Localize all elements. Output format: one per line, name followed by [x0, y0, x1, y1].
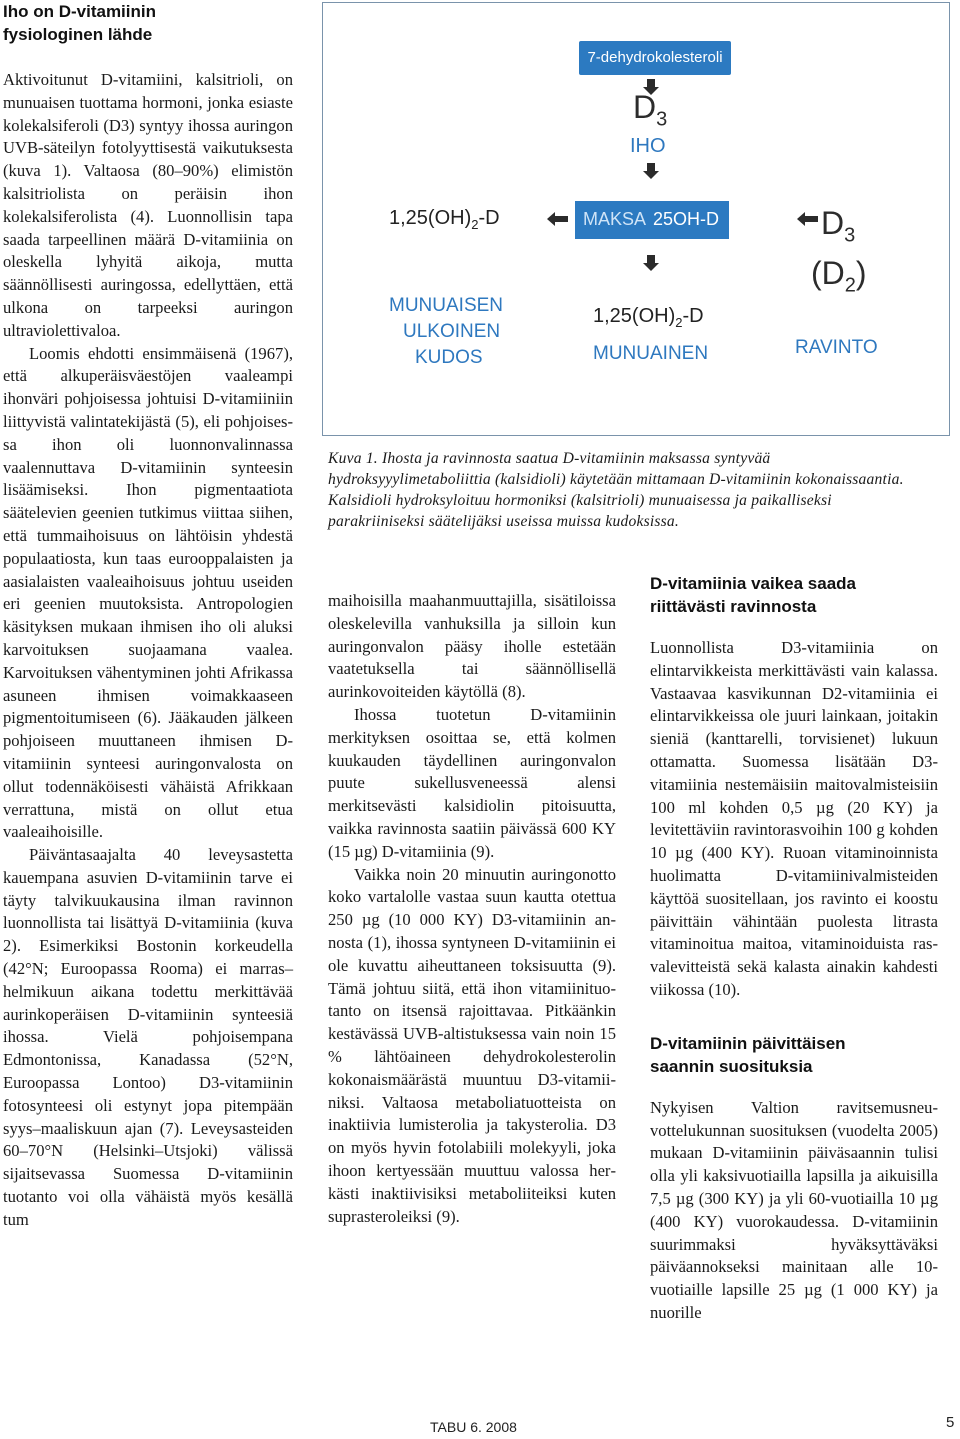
section-heading-ravinnosta: D-vitamiinia vaikea saada riittävästi ravinnosta — [650, 574, 857, 616]
d3-top-text: D — [633, 89, 657, 125]
maksa-box — [575, 201, 729, 239]
figure-panel — [343, 3, 923, 435]
d3-top-subscript: 3 — [656, 108, 668, 131]
d3-skin-label — [633, 89, 667, 131]
calcitriol-bottom-label: $1,25(OH)_2-D$ — [593, 305, 704, 330]
left-column — [3, 0, 293, 1232]
middle-column — [328, 590, 616, 1228]
paragraph: Aktivoitunut D-vitamiini, kalsitrioli, on munuaisen tuottama hormoni, jonka esiaste kolekalsiferoli (D3) syntyy ihossa auringon UVB-säteilyn fotolyyttisestä vaikutuksesta (kuva 1). Valtaosa (80–90%) elimistön kalsitriolista on peräisin ihon kolekalsiferolista (4). Luonnollisin tapa saada tarpeellinen määrä D-vitamiinia on oleskella lyhyitä aikoja, mutta säännöllisesti auringossa, edellyttäen, että ulkona on tarpeeksi auringon ultraviolettivaloa. — [3, 70, 293, 340]
paragraph: Nykyisen Valtion ravitsemusneuvottelukunnan suosituksen (vuodelta 2005) mukaan D-vitamiinin päiväsaannin tulisi olla yli kaksivuotiailla lapsilla ja aikuisilla 7,5 µg (300 KY) ja yli 60-vuotiailla 10 µg (400 KY) vuorokaudessa. D-vitamiinin suurimmaksi hyväksyttäväksi päiväannokseksi mainitaan alle 10-vuotiaille lapsille 25 µg (1 000 KY) ja nuorille — [650, 1097, 938, 1322]
calcitriol-left-label: $1,25(OH)_2-D$ — [389, 207, 500, 232]
figure-vitamin-d-metabolism — [322, 2, 950, 436]
d2-diet-label: $(D_2)$ — [811, 255, 867, 297]
arrow-left-icon — [797, 212, 818, 226]
dehydrokolesteroli-label: 7-dehydrokolesteroli — [587, 49, 723, 66]
munuaisen-label: MUNUAISEN — [389, 295, 504, 316]
paragraph: maihoisilla maahanmuuttajilla, sisätiloissa oleskelevilla vanhuksilla ja silloin kun auringonvalon pääsy iholle estetään vaatetuksella tai säännöllisellä aurinkovoiteiden käytöllä (8). — [328, 591, 616, 702]
right-column — [650, 572, 938, 1325]
d3-diet-label: $D_3$ — [821, 205, 856, 247]
paragraph: Ihossa tuotetun D-vitamiinin merkityksen osoittaa se, että kolmen kuukauden täydellinen auringonvalon puute sukellusveneessä alensi merkitsevästi kalsidiolin pitoisuutta, vaikka ravinnosta saatiin päivässä 600 KY (15 µg) D-vitamiinia (9). — [328, 704, 616, 861]
iho-label: IHO — [630, 135, 666, 157]
journal-footer: TABU 6. 2008 — [430, 1419, 517, 1435]
section-heading-suosituksia: D-vitamiinin päivittäisen saannin suosituksia — [650, 1033, 846, 1076]
caption-text: Kuva 1. Ihosta ja ravinnosta saatua D-vitamiinin maksassa syntyvää hydroksyyylimetaboliittia (kalsidioli) käytetään mittamaan D-vitamiinin kokonaissaantia. Kalsidioli hydroksyloituu hormoniksi (kalsitrioli) munuaisessa ja paikalliseksi parakriiniseksi säätelijäksi useissa muissa kudoksissa. — [328, 450, 904, 530]
section-heading-iho: Iho on D-vitamiinin fysiologinen lähde — [3, 2, 156, 44]
calcidiol-label: 25OH-D — [653, 209, 720, 229]
maksa-label: MAKSA — [583, 209, 647, 229]
munuainen-label: MUNUAINEN — [593, 343, 709, 364]
arrow-down-icon — [643, 163, 659, 179]
arrow-left-icon — [547, 212, 568, 226]
kudos-label: KUDOS — [415, 347, 483, 368]
paragraph: Luonnollista D3-vitamiinia on elintarvikkeista merkittävästi vain kalassa. Vastaavaa kasvikunnan D2-vitamiinia ei elintarvikkeissa ole juuri lainkaan, joitakin sieniä (kanttarelli, torvisienet) lukuun ottamatta. Suomessa lisätään D3-vitamiinia nestemäisiin maitovalmisteisiin 100 ml kohden 0,5 µg (20 KY) ja levitettäviin ravintorasvoihin 100 g kohden 10 µg (400 KY). Ruoan vitaminoinnista huolimatta D-vitamiinivalmisteiden käyttöä suositellaan, jos ravinto ei koostu päivittäin vähintään puolesta litrasta vitaminoitua maitoa, vitaminoiduista rasvalevitteistä sekä kalasta ainakin kahdesti viikossa (10). — [650, 638, 938, 999]
paragraph: Vaikka noin 20 minuutin auringonotto koko vartalolle vastaa suun kautta otettua 250 µg (10 000 KY) D3-vitamiinin annosta (1), ihossa syntyneen D-vitamiinin ei ole kuvattu aiheuttaneen toksisuutta (9). Tämä johtuu siitä, että ihon vitamiinituotanto on itsensä rajoittavaa. Pitkäänkin kestävässä UVB-altistuksessa vain noin 15 % lähtöaineen dehydrokolesterolin kokonaismäärästä muuntuu D3-vitamiiniksi. Valtaosa metaboliatuotteista on inaktiivia lumisterolia ja takysterolia. D3 on myös hyvin fotolabiili molekyyli, joka ihoon kertyessään muuttuu valossa herkästi inaktiivisiksi metaboliiteiksi kuten suprasteroleiksi (9). — [328, 864, 616, 1226]
ravinto-label: RAVINTO — [795, 337, 878, 358]
ulkoinen-label: ULKOINEN — [403, 321, 501, 342]
page-number: 5 — [946, 1414, 955, 1431]
paragraph: Päiväntasaajalta 40 leveysastetta kauempana asuvien D-vitamiinin tarve ei täyty talvikuukausina ilman ravinnon luonnollista tai lisättyä D-vitamiinia (kuva 2). Esimerkiksi Bostonin korkeudella (42°N; Euroopassa Rooma) ei marras–helmikuun aikana todettu merkittävää aurinkoperäisen D-vitamiinin synteesiä ihossa. Vielä pohjoisempana Edmontonissa, Kanadassa (52°N, Euroopassa Lontoo) D3-vitamiinin fotosynteesi oli estynyt jopa pitempään syys–maaliskuun ajan (7). Leveysasteiden 60–70°N (Helsinki–Utsjoki) välissä sijaitsevassa Suomessa D-vitamiinin tuotanto voi olla vähäistä myös kesällä tum — [3, 845, 293, 1229]
arrow-down-icon — [643, 255, 659, 271]
figure-caption — [328, 448, 928, 532]
paragraph: Loomis ehdotti ensimmäisenä (1967), että alkuperäisväestöjen vaaleampi ihonväri pohjoisessa johtuisi D-vitamiiniin liittyvistä valintatekijästä (5), eli pohjoisessa ihon oli luonnonvalinnassa vaalennuttava D-vitamiinin synteesin lisäämiseksi. Ihon pigmentaatiota säätelevien geenien tutkimus viittaa siihen, että tummaihoisuus on lähtöisin yhdestä populaatiosta, kun taas eurooppalaisten ja aasialaisten vaaleaihoisuus johtuu useiden eri geenien muutoksista. Antropologien käsityksen mukaan ihmisen iho oli aluksi karvoituksen suojaamana vaalea. Karvoituksen vähentyminen johti Afrikassa asuneen ihmisen voimakkaaseen pigmentoitumiseen (6). Jääkauden jälkeen pohjoiseen muuttaneen ihmisen D-vitamiinin synteesi auringonvalosta on ollut todennäköisesti vähäistä Afrikkaan verrattuna, mistä on ollut etua vaaleaihoisille. — [3, 343, 293, 842]
